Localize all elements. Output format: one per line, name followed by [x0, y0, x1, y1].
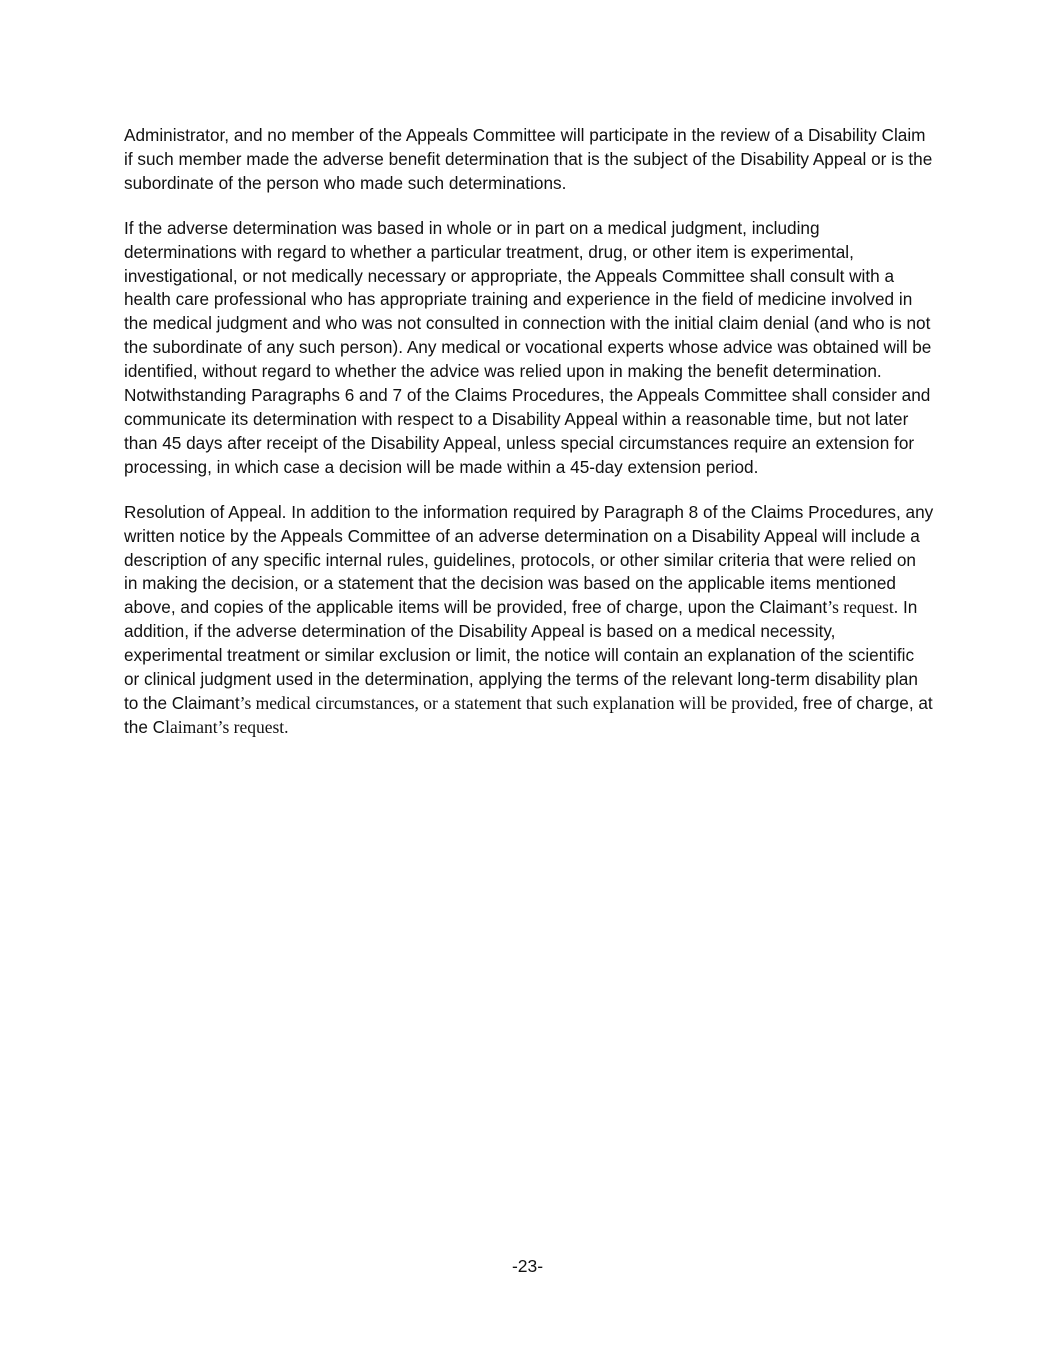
paragraph-3-text-a: Resolution of Appeal. In addition to the information required by Paragraph 8 of the Claims Procedures, any written notice by the Appeals Committee of an adverse determination on a Disability Appeal will include a description of any specific internal rules, guidelines, protocols, or other similar criteria that were relied on in making the decision, or a statement that the decision was based on the applicable items mentioned above, and copies of the applicable items will be provided, free of charge, upon the Claimant	[124, 501, 934, 618]
paragraph-3-text-c: In addition, if the adverse determination of the Disability Appeal is based on a medical necessity, experimental treatment or similar exclusion or limit, the notice will contain an explanation of the scientific or clinical judgment used in the determination, applying the terms of the relevant long-term disability plan to the Claimant	[124, 597, 918, 713]
paragraph-3-text-f: laimant’s request.	[165, 716, 289, 737]
paragraph-2: If the adverse determination was based in whole or in part on a medical judgment, including determinations with regard to whether a particular treatment, drug, or other item is experimental, investigational, or not medically necessary or appropriate, the Appeals Committee shall consult with a health care professional who has appropriate training and experience in the field of medicine involved in the medical judgment and who was not consulted in connection with the initial claim denial (and who is not the subordinate of any such person). Any medical or vocational experts whose advice was obtained will be identified, without regard to whether the advice was relied upon in making the benefit determination. Notwithstanding Paragraphs 6 and 7 of the Claims Procedures, the Appeals Committee shall consider and communicate its determination with respect to a Disability Appeal within a reasonable time, but not later than 45 days after receipt of the Disability Appeal, unless special circumstances require an extension for processing, in which case a decision will be made within a 45-day extension period.	[124, 217, 932, 477]
paragraph-3-text-d: ’s medical circumstances, or a statement that such explanation will be provided,	[239, 692, 798, 713]
paragraph-3-text-b: ’s request.	[827, 597, 899, 618]
page-number: -23-	[511, 1256, 544, 1276]
body-text	[124, 124, 934, 761]
paragraph-3-resolution-of-appeal	[124, 501, 934, 740]
paragraph-3-text-e: free of charge, at the C	[124, 692, 933, 737]
paragraph-1: Administrator, and no member of the Appeals Committee will participate in the review of a Disability Claim if such member made the adverse benefit determination that is the subject of the Disability Appeal or is the subordinate of the person who made such determinations.	[124, 125, 933, 193]
